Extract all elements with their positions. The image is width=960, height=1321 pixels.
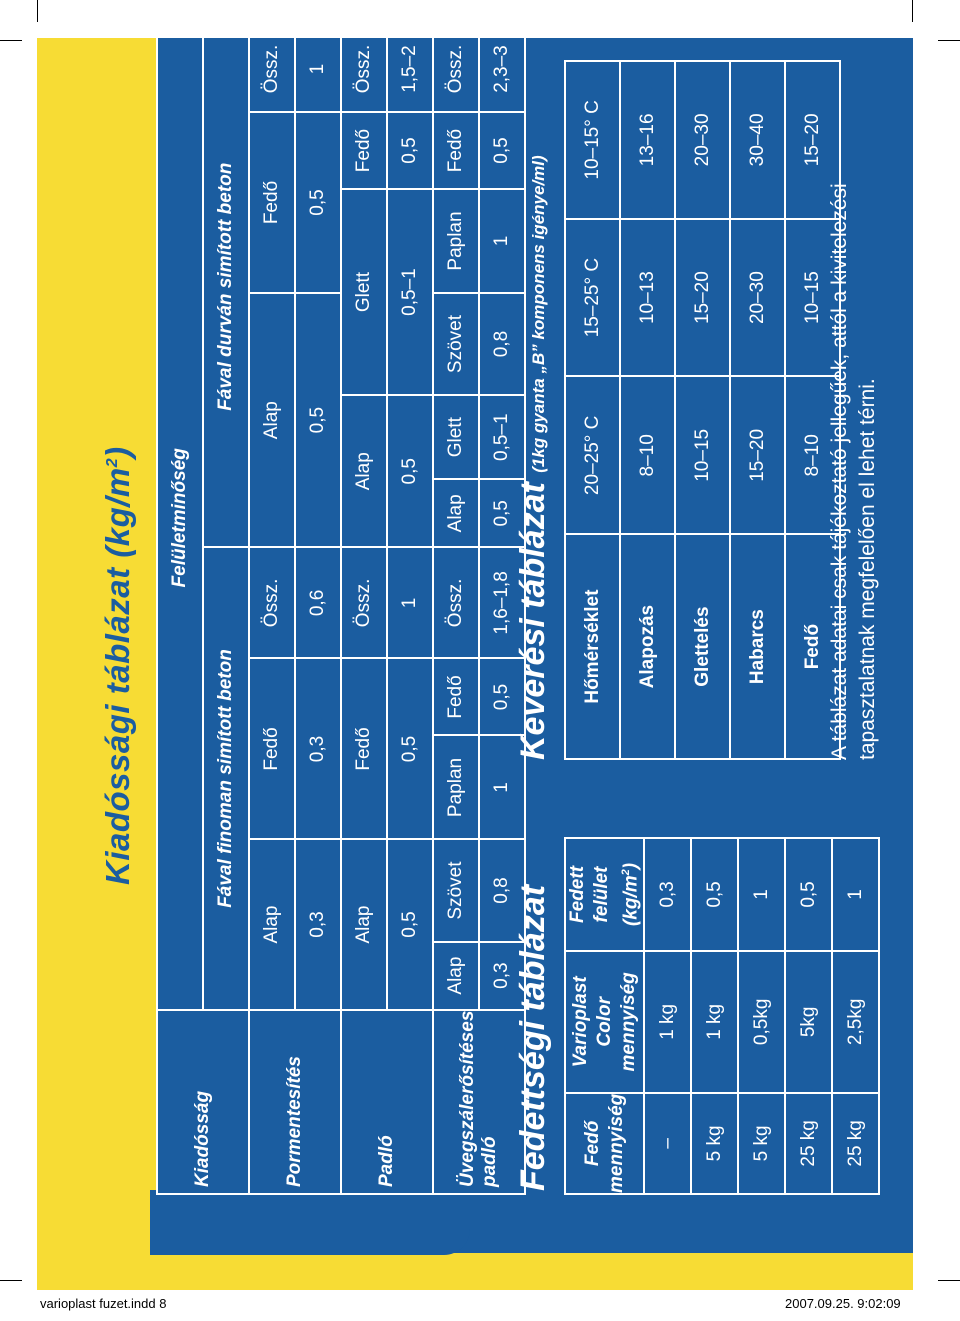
col-header: Varioplast Color mennyiség (565, 951, 644, 1093)
col-header: 20–25° C (565, 376, 620, 534)
table-cell: 0,5 (387, 112, 433, 189)
table-cell: Alap (249, 839, 295, 1009)
disclaimer-note: A táblázat adatai csak tájékoztató jellegűek, attól a kivitelezési tapasztalatnak megfelelően el lehet térni. (828, 183, 879, 760)
table-cell: 25 kg (832, 1093, 879, 1194)
table-cell: Glett (433, 395, 479, 479)
table-cell: 5kg (785, 951, 832, 1093)
table-cell: 30–40 (730, 61, 785, 219)
table-cell: Paplan (433, 736, 479, 840)
crop-mark (912, 0, 913, 22)
table-cell: 1 (387, 547, 433, 658)
table-cell: – (644, 1093, 691, 1194)
table-cell: Fedő (433, 659, 479, 736)
table-cell: 0,5–1 (387, 189, 433, 395)
table-cell: Alap (341, 839, 387, 1009)
group-header: Felületminőség (157, 26, 203, 1010)
col-header: Fedett felület $(kg/m^2)$ (565, 838, 644, 951)
table-cell: 0,5 (387, 839, 433, 1009)
row-label-pormentesites: Pormentesítés (249, 1010, 341, 1194)
table-cell: 0,5 (479, 479, 525, 547)
table-cell: 0,5kg (738, 951, 785, 1093)
table-cell: 5 kg (738, 1093, 785, 1194)
table-cell: 5 kg (691, 1093, 738, 1194)
row-label-padlo: Padló (341, 1010, 433, 1194)
table-cell: Össz. (433, 547, 479, 658)
fedettseg-table (564, 837, 880, 1195)
table-cell: 1 kg (644, 951, 691, 1093)
page-title: Kiadóssági táblázat $(kg/m^2)$ (99, 446, 136, 885)
table-cell: 0,8 (479, 293, 525, 395)
fedettseg-title: Fedettségi táblázat (514, 884, 552, 1191)
table-cell: Alap (341, 395, 387, 547)
subheader-durvan: Fával durván simított beton (203, 26, 249, 547)
table-cell: 0,5 (295, 293, 341, 547)
table-cell: 1 (479, 189, 525, 293)
table-cell: Szövet (433, 293, 479, 395)
row-label-uvegszal: Üvegszálerősítéses padló (433, 1010, 525, 1194)
table-cell: Alap (433, 942, 479, 1010)
table-cell: Fedő (341, 659, 387, 840)
table-cell: 0,5–1 (479, 395, 525, 479)
table-cell: Össz. (249, 547, 295, 658)
table-cell: Össz. (249, 26, 295, 112)
table-cell: 0,5 (387, 659, 433, 840)
table-cell: Alap (249, 293, 295, 547)
table-cell: 1,6–1,8 (479, 547, 525, 658)
table-cell: 25 kg (785, 1093, 832, 1194)
table-cell: Fedő (433, 112, 479, 189)
col-header: 10–15° C (565, 61, 620, 219)
table-cell: 0,5 (479, 659, 525, 736)
keveresi-table (564, 60, 841, 760)
table-cell: Paplan (433, 189, 479, 293)
col-header: Hőmérséklet (565, 534, 620, 759)
rotated-page (94, 35, 884, 1215)
table-corner: Kiadósság (157, 1010, 249, 1194)
table-cell: 1,5–2 (387, 26, 433, 112)
table-cell: 0,3 (644, 838, 691, 951)
row-label: Habarcs (730, 534, 785, 759)
crop-mark (938, 1280, 960, 1281)
table-cell: 15–20 (785, 61, 840, 219)
table-cell: Alap (433, 479, 479, 547)
table-cell: 10–13 (620, 219, 675, 377)
table-cell: 0,5 (295, 112, 341, 293)
table-cell: 0,5 (785, 838, 832, 951)
table-cell: 0,3 (479, 942, 525, 1010)
row-label: Glettelés (675, 534, 730, 759)
table-cell: Össz. (433, 26, 479, 112)
row-label: Fedő (785, 534, 840, 759)
table-cell: 8–10 (785, 376, 840, 534)
crop-mark (938, 40, 960, 41)
table-cell: 20–30 (675, 61, 730, 219)
slug-timestamp: 2007.09.25. 9:02:09 (785, 1296, 901, 1311)
table-cell: Fedő (249, 659, 295, 840)
col-header: Fedő mennyiség (565, 1093, 644, 1194)
table-cell: Glett (341, 189, 387, 395)
table-cell: 1 (832, 838, 879, 951)
crop-mark (37, 0, 38, 22)
table-cell: 1 (295, 26, 341, 112)
crop-mark (0, 1280, 22, 1281)
row-label: Alapozás (620, 534, 675, 759)
crop-mark (0, 40, 22, 41)
table-cell: Fedő (249, 112, 295, 293)
table-cell: 8–10 (620, 376, 675, 534)
table-cell: 15–20 (730, 376, 785, 534)
table-cell: 2,5kg (832, 951, 879, 1093)
table-cell: 20–30 (730, 219, 785, 377)
table-cell: Össz. (341, 26, 387, 112)
slug-filename: varioplast fuzet.indd 8 (40, 1296, 167, 1311)
table-cell: Fedő (341, 112, 387, 189)
keveresi-title: Keverési táblázat (1kg gyanta „B” komponens igénye/ml) (514, 155, 552, 760)
table-cell: 10–15 (675, 376, 730, 534)
table-cell: 0,5 (691, 838, 738, 951)
table-cell: Össz. (341, 547, 387, 658)
table-cell: 0,5 (387, 395, 433, 547)
table-cell: 0,8 (479, 839, 525, 941)
table-cell: 0,6 (295, 547, 341, 658)
table-cell: 15–20 (675, 219, 730, 377)
table-cell: Szövet (433, 839, 479, 941)
table-cell: 0,5 (479, 112, 525, 189)
subheader-finom: Fával finoman simított beton (203, 547, 249, 1009)
table-cell: 13–16 (620, 61, 675, 219)
table-cell: 1 (738, 838, 785, 951)
col-header: 15–25° C (565, 219, 620, 377)
table-cell: 10–15 (785, 219, 840, 377)
keveresi-subtitle: (1kg gyanta „B” komponens igénye/ml) (529, 155, 548, 473)
table-cell: 1 (479, 736, 525, 840)
kiadossag-table (156, 25, 526, 1195)
table-cell: 0,3 (295, 659, 341, 840)
table-cell: 2,3–3 (479, 26, 525, 112)
table-cell: 0,3 (295, 839, 341, 1009)
table-cell: 1 kg (691, 951, 738, 1093)
